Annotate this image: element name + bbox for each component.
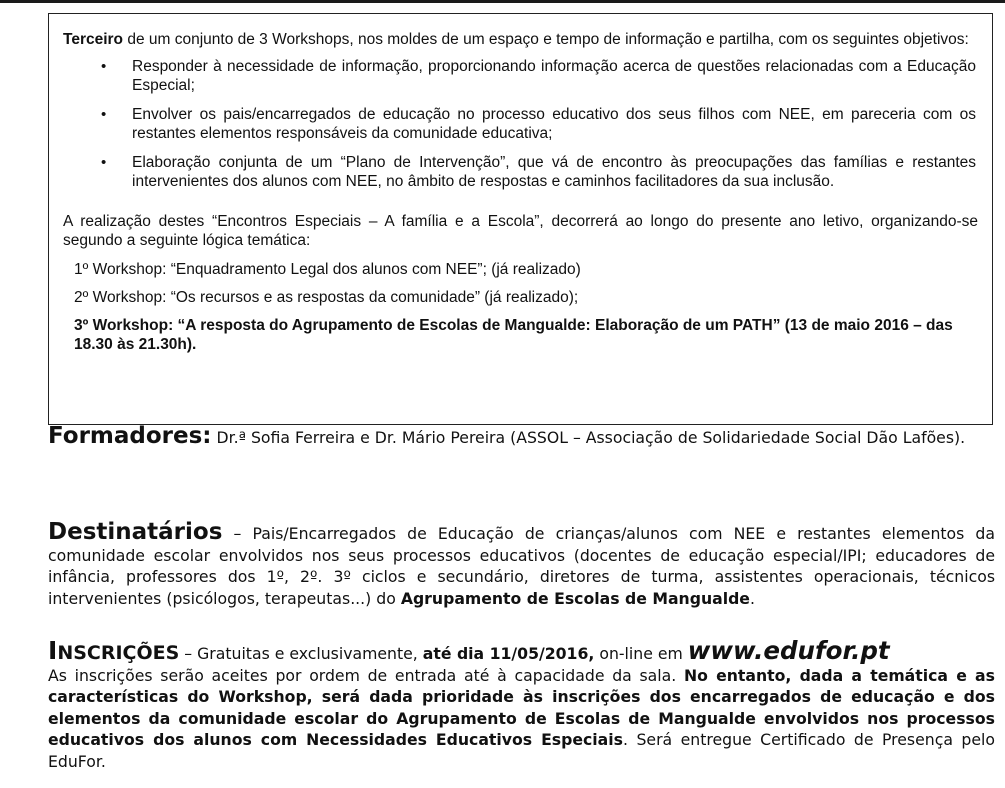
- list-item: [63, 153, 978, 191]
- inscricoes-text4: . Será entregue Certificado de Presença pelo EduFor.: [48, 730, 995, 771]
- formadores-section: [48, 425, 995, 449]
- destinatarios-agrupamento: Agrupamento de Escolas de Mangualde: [400, 588, 750, 608]
- inscricoes-date: até dia 11/05/2016,: [422, 644, 595, 663]
- workshop-2: 2º Workshop: “Os recursos e as respostas da comunidade” (já realizado);: [74, 289, 579, 306]
- edufor-link[interactable]: www.edufor.pt: [687, 636, 890, 665]
- top-mark: [957, 0, 967, 3]
- inscricoes-priority: No entanto, dada a temática e as características do Workshop, será dada prioridade às inscrições dos encarregados de educação e dos elementos da comunidade escolar do Agrupamento de Escolas de Mangualde envolvidos nos processos educativos dos alunos com Necessidades Educativos Especiais: [48, 665, 995, 749]
- inscricoes-heading-initial: I: [48, 636, 58, 665]
- objective-text: Responder à necessidade de informação, proporcionando informação acerca de questões relacionadas com a Educação Especial;: [132, 58, 976, 94]
- inscricoes-paragraph: [48, 636, 995, 665]
- intro-bold: Terceiro: [63, 31, 124, 48]
- destinatarios-end: .: [749, 588, 755, 608]
- inscricoes-heading-rest: NSCRIÇÕES: [57, 642, 180, 664]
- inscricoes-text2: on-line em: [594, 644, 688, 663]
- workshop-3-line2: 18.30 às 21.30h).: [74, 336, 197, 353]
- intro-paragraph: [63, 30, 978, 49]
- list-item: [63, 105, 978, 143]
- workshop-info-box: [48, 13, 993, 425]
- inscricoes-section: [48, 636, 995, 772]
- bullet-icon: •: [101, 154, 107, 171]
- inscricoes-details: [48, 665, 995, 773]
- workshop-1: 1º Workshop: “Enquadramento Legal dos alunos com NEE”; (já realizado): [74, 261, 581, 278]
- objectives-list: [63, 57, 978, 191]
- workshop-3-line1: 3º Workshop: “A resposta do Agrupamento de Escolas de Mangualde: Elaboração de um PATH” (13 de maio 2016 – das: [74, 317, 953, 334]
- inscricoes-text3: As inscrições serão aceites por ordem de entrada até à capacidade da sala.: [48, 665, 684, 685]
- bullet-icon: •: [101, 106, 107, 123]
- intro-text: de um conjunto de 3 Workshops, nos moldes de um espaço e tempo de informação e partilha, com os seguintes objetivos:: [123, 31, 969, 48]
- formadores-paragraph: [48, 425, 995, 449]
- formadores-heading: Formadores:: [48, 423, 212, 449]
- destinatarios-text: – Pais/Encarregados de Educação de crianças/alunos com NEE e restantes elementos da comunidade escolar envolvidos nos seus processos educativos (docentes de educação especial/IPI; educadores de infância, professores dos 1º, 2º. 3º ciclos e secundário, diretores de turma, assistentes operacionais, técnicos intervenientes (psicólogos, terapeutas...) do: [48, 524, 995, 608]
- top-rule: [0, 0, 1005, 3]
- inscricoes-text1: – Gratuitas e exclusivamente,: [179, 644, 423, 663]
- destinatarios-heading: Destinatários: [48, 519, 223, 545]
- bullet-icon: •: [101, 58, 107, 75]
- destinatarios-section: [48, 519, 995, 609]
- objective-text: Envolver os pais/encarregados de educação no processo educativo dos seus filhos com NEE, em pareceria com os restantes elementos responsáveis da comunidade educativa;: [132, 106, 976, 142]
- formadores-text: Dr.ª Sofia Ferreira e Dr. Mário Pereira (ASSOL – Associação de Solidariedade Social Dão Lafões).: [211, 428, 966, 447]
- realizacao-paragraph: A realização destes “Encontros Especiais – A família e a Escola”, decorrerá ao longo do presente ano letivo, organizando-se segundo a seguinte lógica temática:: [63, 213, 978, 249]
- destinatarios-paragraph: [48, 519, 995, 609]
- list-item: [63, 57, 978, 95]
- workshop-3: [63, 316, 978, 354]
- objective-text: Elaboração conjunta de um “Plano de Intervenção”, que vá de encontro às preocupações das famílias e restantes intervenientes dos alunos com NEE, no âmbito de respostas e caminhos facilitadores da sua inclusão.: [132, 154, 976, 190]
